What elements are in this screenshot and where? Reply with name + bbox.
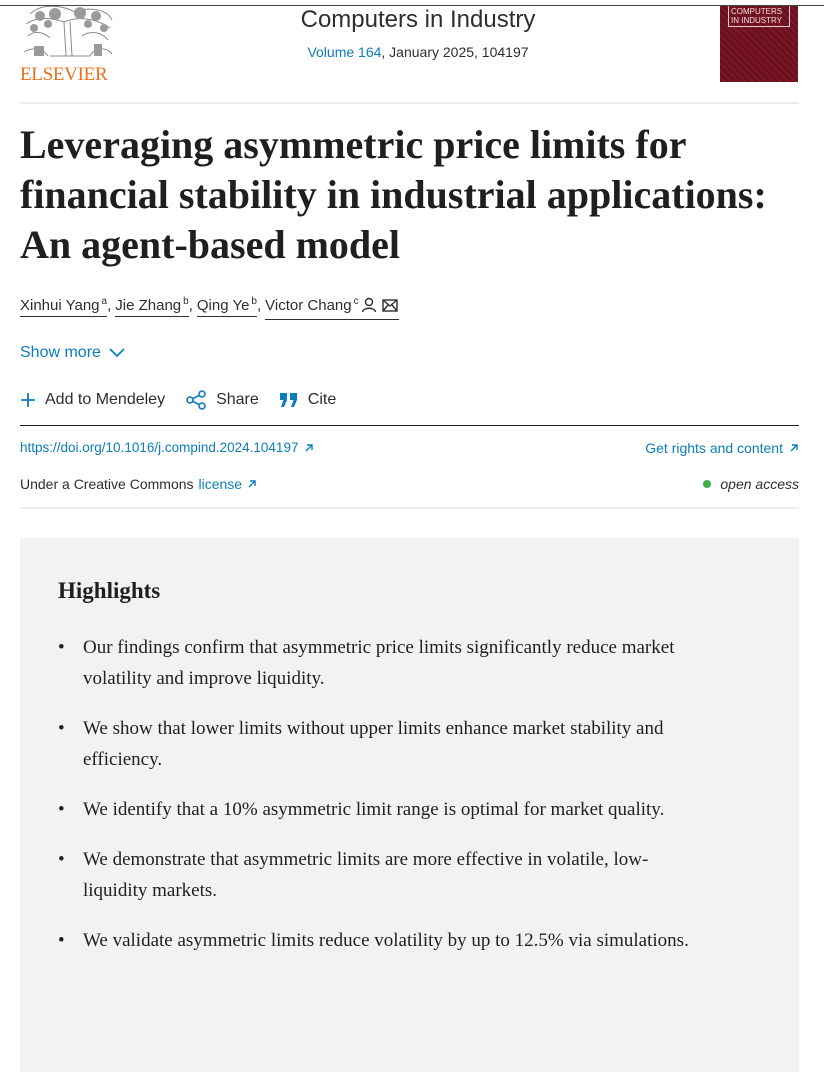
author-separator: , [107,297,112,314]
share-label: Share [216,391,259,408]
highlight-text: We show that lower limits without upper limits enhance market stability and efficiency. [83,718,664,770]
doi-link[interactable] [20,440,314,455]
publisher-wordmark: ELSEVIER [20,64,108,85]
bullet-icon: • [58,799,65,820]
show-more-button[interactable] [20,344,125,362]
highlight-text: We identify that a 10% asymmetric limit range is optimal for market quality. [83,799,665,820]
author-separator: , [256,297,262,314]
highlight-text: We validate asymmetric limits reduce volatility by up to 12.5% via simulations. [83,930,689,951]
bullet-icon: • [58,930,65,951]
author-name: Jie Zhang [115,297,182,314]
volume-link[interactable]: Volume 164 [307,44,382,60]
external-arrow-icon [247,479,257,489]
bullet-icon: • [58,849,65,870]
author-affiliation: c [353,296,359,307]
author-link[interactable] [20,296,107,317]
cite-button[interactable] [279,391,336,409]
bullet-icon: • [58,718,65,739]
chevron-down-icon [109,348,125,358]
highlights-section [20,538,799,1072]
article-title: Leveraging asymmetric price limits for financial stability in industrial applications: An agent-based model [20,122,767,267]
mendeley-label: Add to Mendeley [45,391,166,408]
author-link[interactable] [115,296,188,317]
author-name: Qing Ye [196,297,250,314]
author-affiliation: b [251,296,257,307]
article-actions [20,390,356,410]
license-prefix: Under a Creative Commons [20,476,194,492]
highlight-text: We demonstrate that asymmetric limits are more effective in volatile, low-liquidity markets. [83,849,649,901]
highlight-item [58,713,698,775]
share-button[interactable] [185,390,259,410]
author-icons [361,297,399,317]
author-link[interactable] [265,296,398,320]
plus-icon [20,392,36,408]
highlight-item [58,632,698,694]
author-affiliation: a [101,296,108,307]
open-access-badge [703,476,799,492]
author-separator: , [188,297,193,314]
highlight-item [58,844,698,906]
license-link[interactable]: license [198,476,243,492]
header-divider [20,102,799,104]
cover-title: COMPUTERS IN INDUSTRY [728,6,790,27]
doi-text: https://doi.org/10.1016/j.compind.2024.104197 [20,440,299,455]
highlight-item [58,925,698,956]
show-more-label: Show more [20,344,101,361]
actions-divider [20,425,799,426]
journal-title[interactable]: Computers in Industry [300,6,536,33]
external-arrow-icon [304,443,314,453]
journal-cover-image[interactable] [720,6,798,82]
envelope-icon [383,300,397,311]
author-name: Xinhui Yang [20,297,100,314]
journal-meta [0,44,824,60]
license-statement [20,476,257,492]
add-to-mendeley-button[interactable] [20,391,165,409]
open-access-dot-icon [703,480,711,488]
external-arrow-icon [789,443,799,453]
cite-label: Cite [307,391,337,408]
quote-icon [279,392,299,408]
issue-info: , January 2025, 104197 [381,44,529,60]
meta-divider [20,507,799,509]
highlight-text: Our findings confirm that asymmetric price limits significantly reduce market volatility and improve liquidity. [83,637,675,689]
author-list [20,296,399,320]
author-link[interactable] [197,296,257,317]
highlights-list [58,632,698,975]
rights-label: Get rights and content [645,440,783,456]
open-access-label: open access [720,476,799,492]
highlights-title: Highlights [58,578,161,603]
author-affiliation: b [183,296,189,307]
author-name: Victor Chang [265,297,352,314]
person-icon [362,299,375,313]
rights-link[interactable] [645,440,799,456]
highlight-item [58,794,698,825]
share-icon [185,390,207,410]
bullet-icon: • [58,637,65,658]
